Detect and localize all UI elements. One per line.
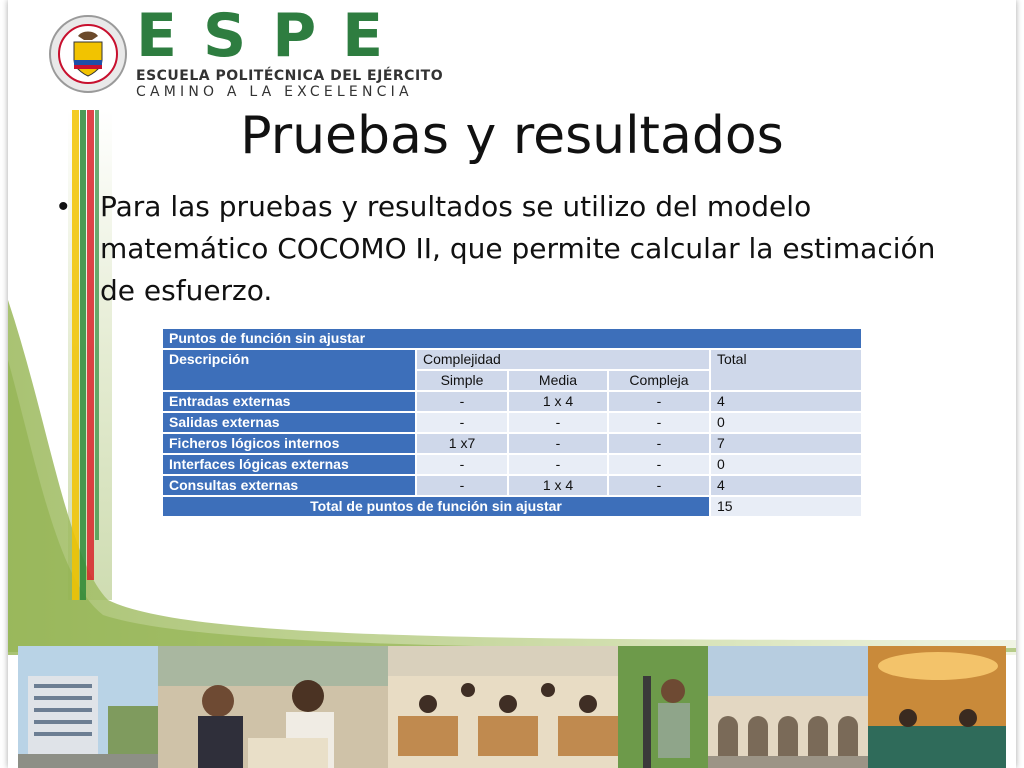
cell-media: - (508, 433, 608, 454)
cell-media: - (508, 412, 608, 433)
cell-simple: - (416, 454, 508, 475)
footer-total: 15 (710, 496, 862, 517)
photo-collage (18, 646, 1006, 768)
cell-total: 4 (710, 391, 862, 412)
row-label: Interfaces lógicas externas (162, 454, 416, 475)
cell-simple: - (416, 391, 508, 412)
row-label: Entradas externas (162, 391, 416, 412)
cell-compleja: - (608, 391, 710, 412)
slide (8, 0, 1016, 768)
cell-simple: 1 x7 (416, 433, 508, 454)
bullet-marker: • (58, 190, 69, 223)
campus-building-photo (18, 646, 158, 768)
table-row (162, 475, 862, 496)
logo-wordmark: ESPE (136, 1, 410, 71)
table-row (162, 391, 862, 412)
espe-seal-logo (48, 14, 128, 94)
table-caption-row (162, 328, 862, 349)
cell-media: - (508, 454, 608, 475)
cell-total: 7 (710, 433, 862, 454)
header-complexity: Complejidad (416, 349, 710, 370)
students-desk-photo (158, 646, 388, 768)
table-caption: Puntos de función sin ajustar (162, 328, 862, 349)
cell-total: 0 (710, 412, 862, 433)
slide-title: Pruebas y resultados (240, 106, 784, 166)
header-description: Descripción (162, 349, 416, 391)
row-label: Ficheros lógicos internos (162, 433, 416, 454)
logo-motto: CAMINO A LA EXCELENCIA (136, 84, 413, 100)
row-label: Salidas externas (162, 412, 416, 433)
cell-compleja: - (608, 433, 710, 454)
library-photo (868, 646, 1006, 768)
cell-total: 4 (710, 475, 862, 496)
table-row (162, 433, 862, 454)
cell-compleja: - (608, 412, 710, 433)
cell-compleja: - (608, 475, 710, 496)
header-simple: Simple (416, 370, 508, 391)
cell-media: 1 x 4 (508, 391, 608, 412)
campus-arches-photo (708, 646, 868, 768)
cell-simple: - (416, 475, 508, 496)
table-row (162, 454, 862, 475)
header-media: Media (508, 370, 608, 391)
table-footer-row (162, 496, 862, 517)
classroom-photo (388, 646, 708, 768)
footer-label: Total de puntos de función sin ajustar (162, 496, 710, 517)
header-compleja: Compleja (608, 370, 710, 391)
header-total: Total (710, 349, 862, 391)
table-header-row (162, 349, 862, 370)
row-label: Consultas externas (162, 475, 416, 496)
table-row (162, 412, 862, 433)
logo-institution-name: ESCUELA POLITÉCNICA DEL EJÉRCITO (136, 68, 444, 84)
cell-compleja: - (608, 454, 710, 475)
cell-media: 1 x 4 (508, 475, 608, 496)
function-points-table (161, 327, 863, 518)
bullet-text: Para las pruebas y resultados se utilizo del modelo matemático COCOMO II, que permite calcular la estimación de esfuerzo. (100, 190, 936, 307)
cell-total: 0 (710, 454, 862, 475)
cell-simple: - (416, 412, 508, 433)
